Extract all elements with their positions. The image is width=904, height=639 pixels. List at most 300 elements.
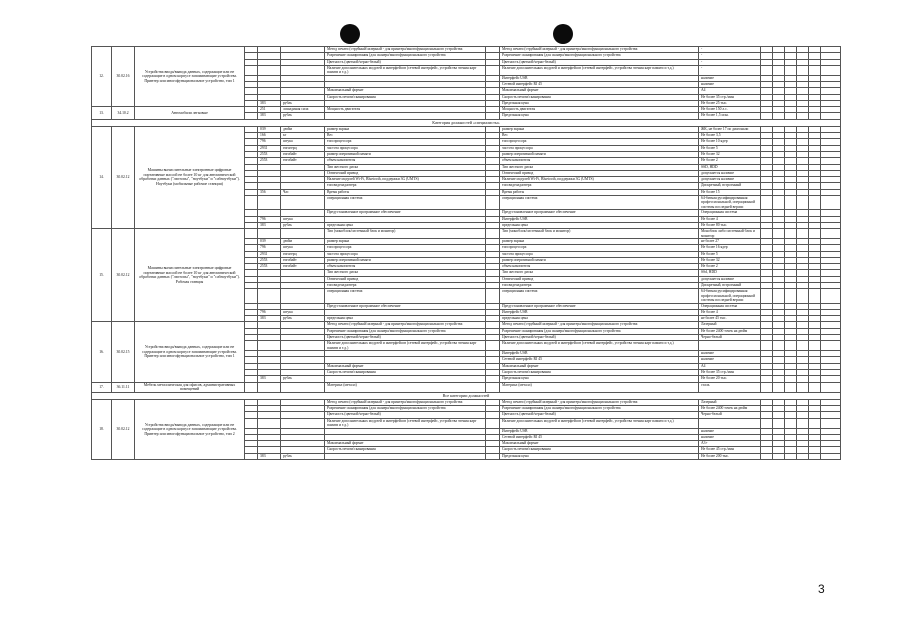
- characteristic-approved: Максимальный формат: [500, 441, 699, 447]
- unit-name: гигабайт: [281, 158, 325, 164]
- characteristic: Наличие дополнительных модулей и интерфейсов (сетевой интерфейс, устройства чтения карт памяти и т.д.): [325, 418, 486, 428]
- value-approved: допускается наличие: [699, 276, 761, 282]
- empty-cell: [773, 65, 785, 75]
- characteristic-approved: Предельная цена: [500, 376, 699, 382]
- characteristic-approved: размер оперативной памяти: [500, 257, 699, 263]
- empty-cell: [245, 229, 258, 239]
- binder-hole-right: [553, 24, 573, 44]
- characteristic-approved: Интерфейс USB: [500, 351, 699, 357]
- empty-cell: [773, 418, 785, 428]
- characteristic: размер оперативной памяти: [325, 151, 486, 157]
- value-approved: ЖК, не более 17 по диагонали: [699, 126, 761, 132]
- value-approved: -: [699, 53, 761, 59]
- unit-name: [281, 418, 325, 428]
- empty-cell: [809, 289, 821, 303]
- characteristic-approved: Метод печати (струйный/лазерный - для принтера/многофункционального устройства: [500, 399, 699, 405]
- dash-cell: [486, 418, 500, 428]
- characteristic-approved: Предельная цена: [500, 100, 699, 106]
- dash-cell: [486, 453, 500, 459]
- empty-cell: [809, 65, 821, 75]
- value-approved: Не более 45 стр./мин: [699, 447, 761, 453]
- unit-name: лошадиная сила: [281, 107, 325, 113]
- unit-name: [281, 289, 325, 303]
- characteristic-approved: объем накопителя: [500, 158, 699, 164]
- characteristic: размер оперативной памяти: [325, 257, 486, 263]
- value-approved: Не более 5: [699, 251, 761, 257]
- empty-cell: [797, 229, 809, 239]
- item-name: Мебель металлическая для офисов, административных помещений: [135, 382, 245, 392]
- characteristic-approved: размер оперативной памяти: [500, 151, 699, 157]
- characteristic: Тип жесткого диска: [325, 164, 486, 170]
- empty-cell: [821, 453, 841, 459]
- characteristic: Скорость печати/сканирования: [325, 94, 486, 100]
- characteristic-approved: Сетевой интерфейс RJ 45: [500, 357, 699, 363]
- value-approved: Не более 2: [699, 158, 761, 164]
- item-number: 12.: [92, 47, 112, 107]
- characteristic-approved: Время работы: [500, 189, 699, 195]
- value-approved: Дискретный, встроенный: [699, 283, 761, 289]
- characteristic: операционная система: [325, 289, 486, 303]
- value-approved: Не более 35 стр./мин: [699, 370, 761, 376]
- unit-code: 2553: [258, 257, 281, 263]
- value-approved: Не более 10 ядер: [699, 139, 761, 145]
- unit-code: 383: [258, 376, 281, 382]
- characteristic: Метод печати (струйный/лазерный - для принтера/многофункционального устройства: [325, 322, 486, 328]
- value-approved: Черно-белый: [699, 412, 761, 418]
- characteristic-approved: частота процессора: [500, 251, 699, 257]
- characteristic-approved: Наличие дополнительных модулей и интерфейсов (сетевой интерфейс, устройства чтения карт памяти и т.д.): [500, 65, 699, 75]
- empty-cell: [785, 289, 797, 303]
- empty-cell: [821, 289, 841, 303]
- value-approved: Не более 32: [699, 151, 761, 157]
- value-approved: А4: [699, 88, 761, 94]
- characteristic: частота процессора: [325, 145, 486, 151]
- characteristic: Предустановленное программное обеспечение: [325, 303, 486, 309]
- characteristic-approved: объем накопителя: [500, 264, 699, 270]
- characteristic-approved: Тип жесткого диска: [500, 164, 699, 170]
- empty-cell: [773, 229, 785, 239]
- empty-cell: [245, 453, 258, 459]
- unit-code: 039: [258, 126, 281, 132]
- value-approved: А3+: [699, 441, 761, 447]
- empty-cell: [785, 65, 797, 75]
- unit-name: штука: [281, 309, 325, 315]
- unit-name: рубль: [281, 222, 325, 228]
- empty-cell: [797, 418, 809, 428]
- unit-code: [258, 229, 281, 239]
- empty-cell: [761, 289, 773, 303]
- requirements-table: [91, 46, 840, 460]
- empty-cell: [785, 341, 797, 351]
- characteristic: операционная система: [325, 196, 486, 210]
- characteristic-approved: Разрешение сканирования (для сканера/многофункционального устройства: [500, 328, 699, 334]
- characteristic: Максимальный формат: [325, 88, 486, 94]
- empty-cell: [809, 453, 821, 459]
- value-approved: Не более 2400 точек на дюйм: [699, 406, 761, 412]
- characteristic-approved: предельная цена: [500, 222, 699, 228]
- unit-code: [258, 289, 281, 303]
- item-number: 15.: [92, 229, 112, 322]
- unit-code: [258, 341, 281, 351]
- characteristic-approved: Цветность (цветной/черно-белый): [500, 59, 699, 65]
- value-approved: наличие: [699, 434, 761, 440]
- value-approved: Не более 80 тыс.: [699, 222, 761, 228]
- value-approved: Не более 2: [699, 264, 761, 270]
- unit-name: Час: [281, 189, 325, 195]
- characteristic-approved: Оптический привод: [500, 276, 699, 282]
- dash-cell: [486, 382, 500, 392]
- empty-cell: [821, 196, 841, 210]
- unit-code: 2553: [258, 151, 281, 157]
- unit-code: 796: [258, 245, 281, 251]
- characteristic-approved: Тип жесткого диска: [500, 270, 699, 276]
- characteristic: Разрешение сканирования (для сканера/многофункционального устройства: [325, 53, 486, 59]
- characteristic: тип процессора: [325, 245, 486, 251]
- unit-code: [258, 418, 281, 428]
- unit-code: 2553: [258, 158, 281, 164]
- characteristic-approved: Скорость печати/сканирования: [500, 370, 699, 376]
- unit-code: 2553: [258, 264, 281, 270]
- characteristic-approved: Наличие модулей Wi-Fi, Bluetooth, поддержки 3G (UMTS): [500, 177, 699, 183]
- empty-cell: [773, 382, 785, 392]
- dash-cell: [486, 196, 500, 210]
- unit-name: [281, 341, 325, 351]
- characteristic-approved: Материал (металл): [500, 382, 699, 392]
- characteristic-approved: Предельная цена: [500, 453, 699, 459]
- characteristic-approved: размер экрана: [500, 238, 699, 244]
- characteristic: Разрешение сканирования (для сканера/многофункционального устройства: [325, 406, 486, 412]
- item-okpd-code: 36.11.11: [112, 382, 135, 392]
- item-number: 18.: [92, 399, 112, 459]
- value-approved: Черно-белый: [699, 335, 761, 341]
- unit-name: штука: [281, 245, 325, 251]
- empty-cell: [761, 382, 773, 392]
- value-approved: Не более 1,5 млн.: [699, 113, 761, 119]
- characteristic-approved: операционная система: [500, 196, 699, 210]
- unit-name: гигабайт: [281, 257, 325, 263]
- item-number: 17.: [92, 382, 112, 392]
- empty-cell: [245, 289, 258, 303]
- section-title: Категория должностей «специалисты»: [92, 119, 841, 126]
- unit-name: дюйм: [281, 238, 325, 244]
- characteristic-approved: Сетевой интерфейс RJ 45: [500, 434, 699, 440]
- dash-cell: [486, 229, 500, 239]
- empty-cell: [809, 382, 821, 392]
- characteristic: Материал (металл): [325, 382, 486, 392]
- empty-cell: [797, 196, 809, 210]
- item-okpd-code: 30.02.12: [112, 399, 135, 459]
- characteristic-approved: Максимальный формат: [500, 88, 699, 94]
- characteristic-approved: размер экрана: [500, 126, 699, 132]
- value-approved: наличие: [699, 75, 761, 81]
- item-name: Автомобили легковые: [135, 107, 245, 120]
- characteristic: Скорость печати/сканирования: [325, 447, 486, 453]
- characteristic-approved: Цветность (цветной/черно-белый): [500, 412, 699, 418]
- item-number: 14.: [92, 126, 112, 228]
- item-okpd-code: 30.02.12: [112, 229, 135, 322]
- empty-cell: [761, 453, 773, 459]
- value-approved: Не более 4: [699, 309, 761, 315]
- value-approved: Лазерный: [699, 322, 761, 328]
- value-approved: Дискретный, встроенный: [699, 183, 761, 189]
- value-approved: Не более 150 л.с.: [699, 107, 761, 113]
- unit-code: 383: [258, 453, 281, 459]
- characteristic: объем накопителя: [325, 158, 486, 164]
- characteristic: Вес: [325, 133, 486, 139]
- empty-cell: [797, 382, 809, 392]
- unit-code: 383: [258, 113, 281, 119]
- unit-name: рубль: [281, 113, 325, 119]
- characteristic-approved: Скорость печати/сканирования: [500, 94, 699, 100]
- value-approved: наличие: [699, 82, 761, 88]
- characteristic: предельная цена: [325, 316, 486, 322]
- characteristic-approved: Разрешение сканирования (для сканера/многофункционального устройства: [500, 406, 699, 412]
- empty-cell: [761, 418, 773, 428]
- value-approved: Не более 3,5: [699, 133, 761, 139]
- unit-name: гигагерц: [281, 251, 325, 257]
- unit-code: 356: [258, 189, 281, 195]
- section-header: [92, 392, 841, 399]
- characteristic-approved: Вес: [500, 133, 699, 139]
- characteristic-approved: Предельная цена: [500, 113, 699, 119]
- empty-cell: [809, 341, 821, 351]
- characteristic-approved: Мощность двигателя: [500, 107, 699, 113]
- unit-name: гигабайт: [281, 151, 325, 157]
- characteristic: Разрешение сканирования (для сканера/многофункционального устройства: [325, 328, 486, 334]
- unit-code: 796: [258, 139, 281, 145]
- empty-cell: [773, 196, 785, 210]
- empty-cell: [821, 65, 841, 75]
- value-approved: наличие: [699, 428, 761, 434]
- unit-code: [258, 196, 281, 210]
- empty-cell: [809, 418, 821, 428]
- empty-cell: [785, 229, 797, 239]
- characteristic-approved: операционная система: [500, 289, 699, 303]
- page-number: 3: [818, 582, 825, 596]
- value-approved: 64-битная русифицированная профессиональной, операционной системы последней версии: [699, 289, 761, 303]
- unit-name: штука: [281, 139, 325, 145]
- empty-cell: [797, 289, 809, 303]
- empty-cell: [785, 418, 797, 428]
- characteristic: [325, 453, 486, 459]
- empty-cell: [245, 341, 258, 351]
- value-approved: наличие: [699, 351, 761, 357]
- unit-name: штука: [281, 216, 325, 222]
- characteristic: предельная цена: [325, 222, 486, 228]
- characteristic: Оптический привод: [325, 276, 486, 282]
- value-approved: [699, 341, 761, 351]
- characteristic-approved: Наличие дополнительных модулей и интерфейсов (сетевой интерфейс, устройства чтения карт памяти и т.д.): [500, 341, 699, 351]
- characteristic: Цветность (цветной/черно-белый): [325, 59, 486, 65]
- characteristic: Скорость печати/сканирования: [325, 370, 486, 376]
- value-approved: допускается наличие: [699, 170, 761, 176]
- dash-cell: [486, 341, 500, 351]
- item-okpd-code: 30.02.16: [112, 47, 135, 107]
- value-approved: Не более 4: [699, 216, 761, 222]
- item-name: Машины вычислительные электронные цифровые портативные массой не более 10 кг для автоматической обработки данных ("лэптопы", "ноутбуки" и "сабноутбуки"). Рабочая станция: [135, 229, 245, 322]
- characteristic: частота процессора: [325, 251, 486, 257]
- characteristic-approved: Метод печати (струйный/лазерный - для принтера/многофункционального устройства: [500, 322, 699, 328]
- characteristic: Максимальный формат: [325, 363, 486, 369]
- characteristic-approved: Цветность (цветной/черно-белый): [500, 335, 699, 341]
- value-approved: сталь: [699, 382, 761, 392]
- value-approved: -: [699, 65, 761, 75]
- empty-cell: [245, 65, 258, 75]
- value-approved: Не более 5: [699, 145, 761, 151]
- characteristic: Цветность (цветной/черно-белый): [325, 335, 486, 341]
- unit-code: 796: [258, 309, 281, 315]
- characteristic: размер экрана: [325, 126, 486, 132]
- unit-name: рубль: [281, 376, 325, 382]
- characteristic: тип видеоадаптера: [325, 283, 486, 289]
- characteristic-approved: Интерфейс USB: [500, 309, 699, 315]
- item-number: 16.: [92, 322, 112, 382]
- unit-name: [281, 229, 325, 239]
- value-approved: наличие: [699, 357, 761, 363]
- empty-cell: [821, 341, 841, 351]
- value-approved: SSd, HDD: [699, 270, 761, 276]
- characteristic-approved: Метод печати (струйный/лазерный - для принтера/многофункционального устройства: [500, 47, 699, 53]
- characteristic-approved: Сетевой интерфейс RJ 45: [500, 82, 699, 88]
- characteristic-approved: Максимальный формат: [500, 363, 699, 369]
- value-approved: Не более 2400 точек на дюйм: [699, 328, 761, 334]
- item-okpd-code: 30.02.12: [112, 126, 135, 228]
- value-approved: А4: [699, 363, 761, 369]
- characteristic-approved: тип видеоадаптера: [500, 283, 699, 289]
- empty-cell: [773, 453, 785, 459]
- empty-cell: [797, 65, 809, 75]
- characteristic-approved: Разрешение сканирования (для сканера/многофункционального устройства: [500, 53, 699, 59]
- value-approved: Не более 200 тыс.: [699, 453, 761, 459]
- unit-name: [281, 65, 325, 75]
- empty-cell: [761, 229, 773, 239]
- empty-cell: [797, 341, 809, 351]
- value-approved: Не более 32: [699, 257, 761, 263]
- unit-name: рубль: [281, 100, 325, 106]
- characteristic: объем накопителя: [325, 264, 486, 270]
- characteristic: Наличие дополнительных модулей и интерфейсов (сетевой интерфейс, устройства чтения карт памяти и т.д.): [325, 341, 486, 351]
- characteristic: Оптический привод: [325, 170, 486, 176]
- empty-cell: [773, 289, 785, 303]
- characteristic: Предустановленное программное обеспечение: [325, 210, 486, 216]
- characteristic: Тип (моноблок/системный блок и монитор): [325, 229, 486, 239]
- characteristic: Максимальный формат: [325, 441, 486, 447]
- item-name: Устройства ввода/вывода данных, содержащие или не содержащие в одном корпусе запоминающие устройства. Принтер или многофункциональное устройство, тип 2: [135, 399, 245, 459]
- characteristic-approved: Предустановленное программное обеспечение: [500, 303, 699, 309]
- empty-cell: [245, 382, 258, 392]
- characteristic: Наличие дополнительных модулей и интерфейсов (сетевой интерфейс, устройства чтения карт памяти и т.д.): [325, 65, 486, 75]
- value-approved: Операционная система: [699, 303, 761, 309]
- binder-hole-left: [340, 24, 360, 44]
- characteristic: Тип жесткого диска: [325, 270, 486, 276]
- unit-code: 251: [258, 107, 281, 113]
- item-number: 13.: [92, 107, 112, 120]
- item-name: Устройства ввода/вывода данных, содержащие или не содержащие в одном корпусе запоминающие устройства. Принтер или многофункциональное устройство, тип 1: [135, 47, 245, 107]
- characteristic-approved: Скорость печати/сканирования: [500, 447, 699, 453]
- unit-code: [258, 65, 281, 75]
- characteristic: Метод печати (струйный/лазерный - для принтера/многофункционального устройства: [325, 399, 486, 405]
- empty-cell: [809, 229, 821, 239]
- value-approved: Операционная система: [699, 210, 761, 216]
- table-row: [92, 229, 841, 239]
- value-approved: Не более 20 тыс.: [699, 376, 761, 382]
- section-header: [92, 119, 841, 126]
- unit-name: дюйм: [281, 126, 325, 132]
- unit-name: рубль: [281, 316, 325, 322]
- unit-code: 383: [258, 222, 281, 228]
- item-name: Машины вычислительные электронные цифровые портативные массой не более 10 кг для автоматической обработки данных ("лэптопы", "ноутбуки" и "сабноутбуки"). Ноутбуки (мобильные рабочие станции): [135, 126, 245, 228]
- value-approved: Не более 15: [699, 189, 761, 195]
- characteristic: тип видеоадаптера: [325, 183, 486, 189]
- value-approved: не более 27: [699, 238, 761, 244]
- unit-code: 166: [258, 133, 281, 139]
- characteristic: Цветность (цветной/черно-белый): [325, 412, 486, 418]
- empty-cell: [761, 196, 773, 210]
- characteristic: тип процессора: [325, 139, 486, 145]
- characteristic-approved: Интерфейс USB: [500, 428, 699, 434]
- table-row: [92, 382, 841, 392]
- unit-name: гигагерц: [281, 145, 325, 151]
- value-approved: Не более 25 тыс.: [699, 100, 761, 106]
- characteristic: Наличие модулей Wi-Fi, Bluetooth, поддержки 3G (UMTS): [325, 177, 486, 183]
- characteristic-approved: тип процессора: [500, 245, 699, 251]
- value-approved: Моноблок либо системный блок и монитор: [699, 229, 761, 239]
- dash-cell: [486, 65, 500, 75]
- item-name: Устройства ввода/вывода данных, содержащие или не содержащие в одном корпусе запоминающие устройства. Принтер или многофункциональное устройство, тип 1: [135, 322, 245, 382]
- empty-cell: [773, 341, 785, 351]
- characteristic-approved: Интерфейс USB: [500, 216, 699, 222]
- empty-cell: [245, 418, 258, 428]
- unit-code: 2931: [258, 251, 281, 257]
- value-approved: допускается наличие: [699, 177, 761, 183]
- value-approved: Не более 35 стр./мин: [699, 94, 761, 100]
- unit-code: 383: [258, 316, 281, 322]
- value-approved: не более 45 тыс.: [699, 316, 761, 322]
- characteristic-approved: Предустановленное программное обеспечение: [500, 210, 699, 216]
- characteristic-approved: Тип (моноблок/системный блок и монитор): [500, 229, 699, 239]
- characteristic: Мощность двигателя: [325, 107, 486, 113]
- empty-cell: [785, 196, 797, 210]
- unit-code: 796: [258, 216, 281, 222]
- empty-cell: [821, 382, 841, 392]
- characteristic-approved: тип видеоадаптера: [500, 183, 699, 189]
- value-approved: SSD, HDD: [699, 164, 761, 170]
- characteristic-approved: тип процессора: [500, 139, 699, 145]
- empty-cell: [821, 418, 841, 428]
- value-approved: 64-битная русифицированная профессиональной, операционной системы последней версии: [699, 196, 761, 210]
- value-approved: -: [699, 47, 761, 53]
- unit-name: гигабайт: [281, 264, 325, 270]
- empty-cell: [785, 453, 797, 459]
- value-approved: [699, 418, 761, 428]
- empty-cell: [785, 382, 797, 392]
- characteristic-approved: частота процессора: [500, 145, 699, 151]
- unit-name: кг: [281, 133, 325, 139]
- unit-code: 383: [258, 100, 281, 106]
- section-title: Все категории должностей: [92, 392, 841, 399]
- characteristic: размер экрана: [325, 238, 486, 244]
- value-approved: Лазерный: [699, 399, 761, 405]
- unit-code: 039: [258, 238, 281, 244]
- unit-code: 2931: [258, 145, 281, 151]
- characteristic: Метод печати (струйный/лазерный - для принтера/многофункционального устройства: [325, 47, 486, 53]
- value-approved: -: [699, 59, 761, 65]
- unit-name: [281, 196, 325, 210]
- value-approved: Не более 16 ядер: [699, 245, 761, 251]
- characteristic-approved: предельная цена: [500, 316, 699, 322]
- characteristic-approved: Интерфейс USB: [500, 75, 699, 81]
- empty-cell: [821, 229, 841, 239]
